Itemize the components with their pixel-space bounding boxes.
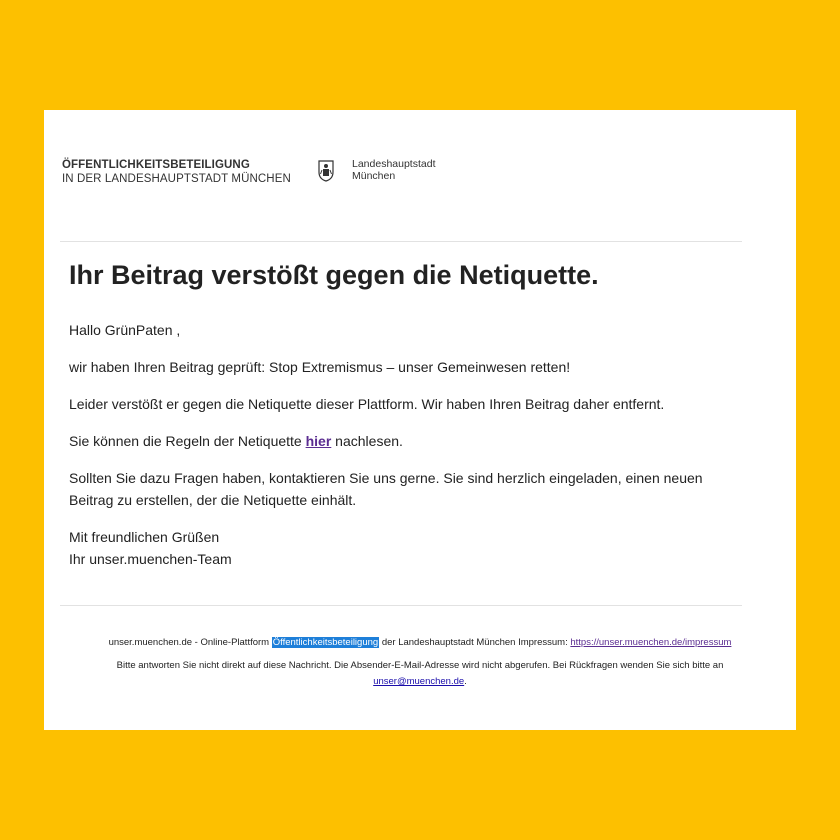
rules-prefix: Sie können die Regeln der Netiquette [69, 433, 306, 449]
portal-logo-line2: IN DER LANDESHAUPTSTADT MÜNCHEN [62, 173, 291, 185]
footer-notice [60, 658, 780, 690]
notice-end: . [464, 676, 467, 687]
email-header [62, 158, 462, 198]
footer-prefix: unser.muenchen.de - Online-Plattform [108, 637, 272, 648]
email-title: Ihr Beitrag verstößt gegen die Netiquette. [69, 260, 599, 290]
footer-platform-line [60, 635, 780, 651]
review-text: wir haben Ihren Beitrag geprüft: Stop Extremismus – unser Gemeinwesen retten! [69, 359, 571, 375]
header-divider [60, 241, 742, 242]
closing: Mit freundlichen Grüßen [69, 529, 220, 545]
rules-suffix: nachlesen. [331, 433, 403, 449]
footer-divider [60, 605, 742, 606]
contact-email-link[interactable]: unser@muenchen.de [373, 676, 465, 687]
city-logo-text [352, 158, 436, 182]
signature: Ihr unser.muenchen-Team [69, 551, 232, 567]
city-logo-line1: Landeshauptstadt [352, 158, 436, 170]
email-body [69, 319, 749, 585]
portal-logo-line1: ÖFFENTLICHKEITSBETEILIGUNG [62, 159, 250, 171]
footer-middle: der Landeshauptstadt München Impressum: [379, 637, 571, 648]
rules-text [69, 430, 749, 452]
selected-text-highlight[interactable]: Öffentlichkeitsbeteiligung [272, 637, 379, 648]
impressum-link[interactable]: https://unser.muenchen.de/impressum [570, 637, 732, 648]
questions-text: Sollten Sie dazu Fragen haben, kontaktieren Sie uns gerne. Sie sind herzlich eingeladen, einen neuen Beitrag zu erstellen, der die Netiquette einhält. [69, 470, 703, 508]
notice-text: Bitte antworten Sie nicht direkt auf diese Nachricht. Die Absender-E-Mail-Adresse wird nicht abgerufen. Bei Rückfragen wenden Sie sich bitte an [116, 660, 724, 671]
greeting: Hallo GrünPaten , [69, 322, 181, 338]
munich-crest-icon [318, 160, 334, 182]
violation-text: Leider verstößt er gegen die Netiquette dieser Plattform. Wir haben Ihren Beitrag daher entfernt. [69, 396, 665, 412]
city-logo-line2: München [352, 170, 396, 182]
portal-logo [62, 158, 291, 186]
netiquette-link[interactable]: hier [305, 433, 332, 449]
email-card [44, 110, 796, 730]
closing-block [69, 526, 749, 570]
email-footer [60, 635, 780, 697]
